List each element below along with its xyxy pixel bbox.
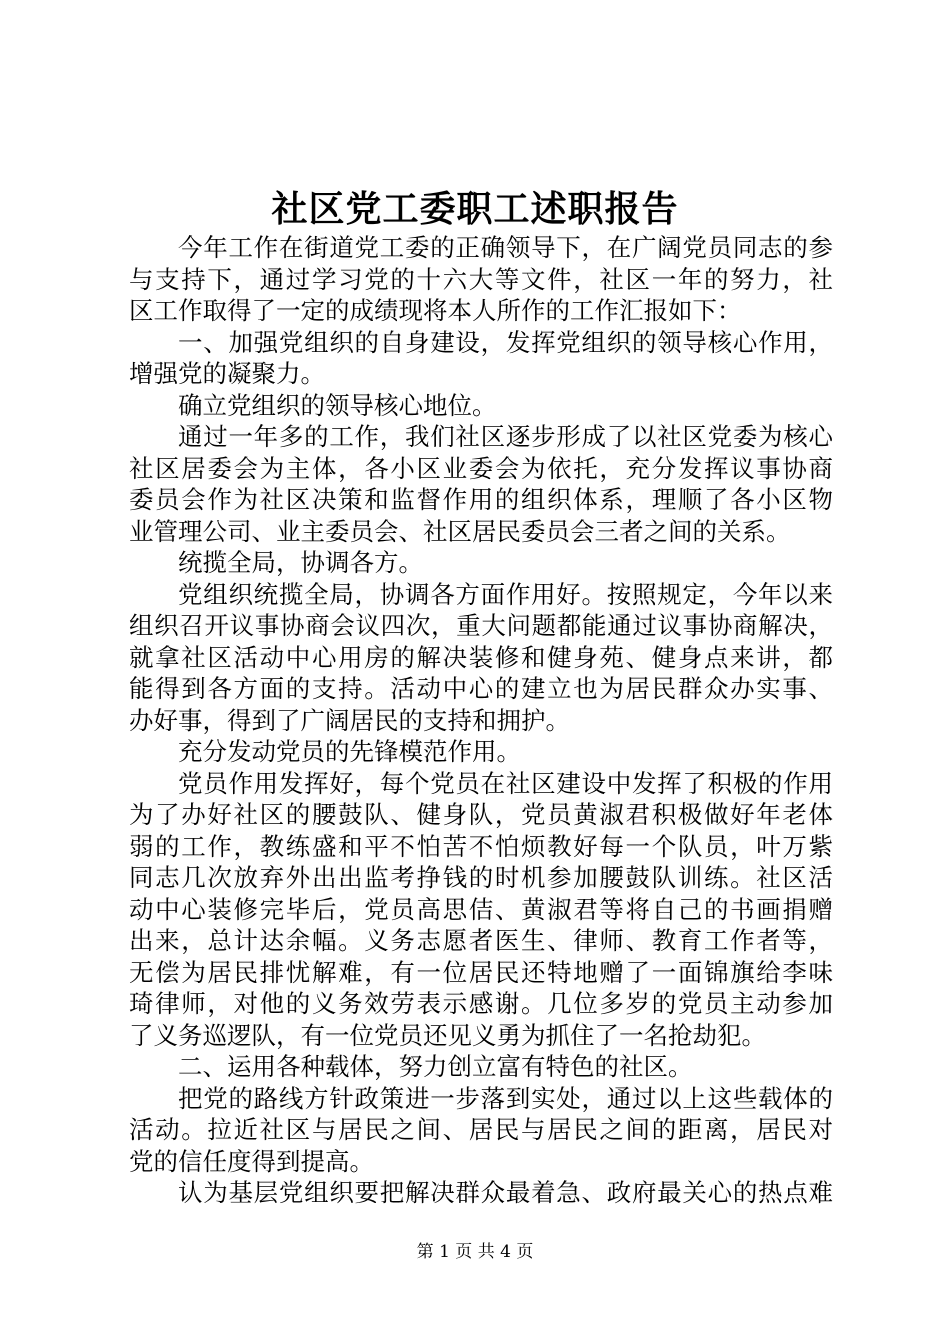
text-line: 统揽全局，协调各方。 [178,548,423,577]
text-line: 组织召开议事协商会议四次，重大问题都能通过议事协商解决， [129,611,833,640]
text-line: 了义务巡逻队，有一位党员还见义勇为抓住了一名抢劫犯。 [129,1020,766,1050]
text-line: 业管理公司、业主委员会、社区居民委员会三者之间的关系。 [129,516,791,546]
document-body [129,232,833,1209]
text-line: 为了办好社区的腰鼓队、健身队，党员黄淑君积极做好年老体 [129,800,833,829]
text-line: 区工作取得了一定的成绩现将本人所作的工作汇报如下： [129,296,742,325]
text-line: 弱的工作，教练盛和平不怕苦不怕烦教好每一个队员，叶万紫 [129,831,833,861]
text-line: 把党的路线方针政策进一步落到实处，通过以上这些载体的 [178,1083,833,1113]
text-line: 认为基层党组织要把解决群众最着急、政府最关心的热点难 [178,1178,833,1207]
text-line: 党员作用发挥好，每个党员在社区建设中发挥了积极的作用 [178,768,833,798]
text-line: 无偿为居民排忧解难，有一位居民还特地赠了一面锦旗给李味 [129,957,833,987]
text-line: 党组织统揽全局，协调各方面作用好。按照规定，今年以来 [178,579,833,609]
text-line: 与支持下，通过学习党的十六大等文件，社区一年的努力，社 [129,264,833,294]
text-line: 同志几次放弃外出出监考挣钱的时机参加腰鼓队训练。社区活 [129,863,833,892]
text-line: 办好事，得到了广阔居民的支持和拥护。 [129,705,570,735]
text-line: 社区居委会为主体，各小区业委会为依托，充分发挥议事协商 [129,453,833,483]
text-line: 确立党组织的领导核心地位。 [178,390,497,420]
text-line: 二、运用各种载体，努力创立富有特色的社区。 [178,1052,693,1081]
text-line: 增强党的凝聚力。 [129,359,325,388]
text-line: 能得到各方面的支持。活动中心的建立也为居民群众办实事、 [129,674,833,703]
document-title: 社区党工委职工述职报告 [271,188,679,230]
text-line: 委员会作为社区决策和监督作用的组织体系，理顺了各小区物 [129,485,833,514]
text-line: 动中心装修完毕后，党员高思佶、黄淑君等将自己的书画捐赠 [129,894,833,924]
text-line: 琦律师，对他的义务效劳表示感谢。几位多岁的党员主动参加 [129,989,833,1018]
text-line: 通过一年多的工作，我们社区逐步形成了以社区党委为核心 [178,422,833,451]
text-line: 充分发动党员的先锋模范作用。 [178,737,521,766]
text-line: 一、加强党组织的自身建设，发挥党组织的领导核心作用， [178,327,833,357]
text-line: 就拿社区活动中心用房的解决装修和健身苑、健身点来讲，都 [129,642,833,672]
text-line: 今年工作在街道党工委的正确领导下，在广阔党员同志的参 [178,233,833,262]
page-footer: 第 1 页 共 4 页 [416,1242,534,1262]
text-line: 活动。拉近社区与居民之间、居民与居民之间的距离，居民对 [129,1115,833,1144]
text-line: 党的信任度得到提高。 [129,1146,374,1176]
text-line: 出来，总计达余幅。义务志愿者医生、律师、教育工作者等， [129,926,833,955]
